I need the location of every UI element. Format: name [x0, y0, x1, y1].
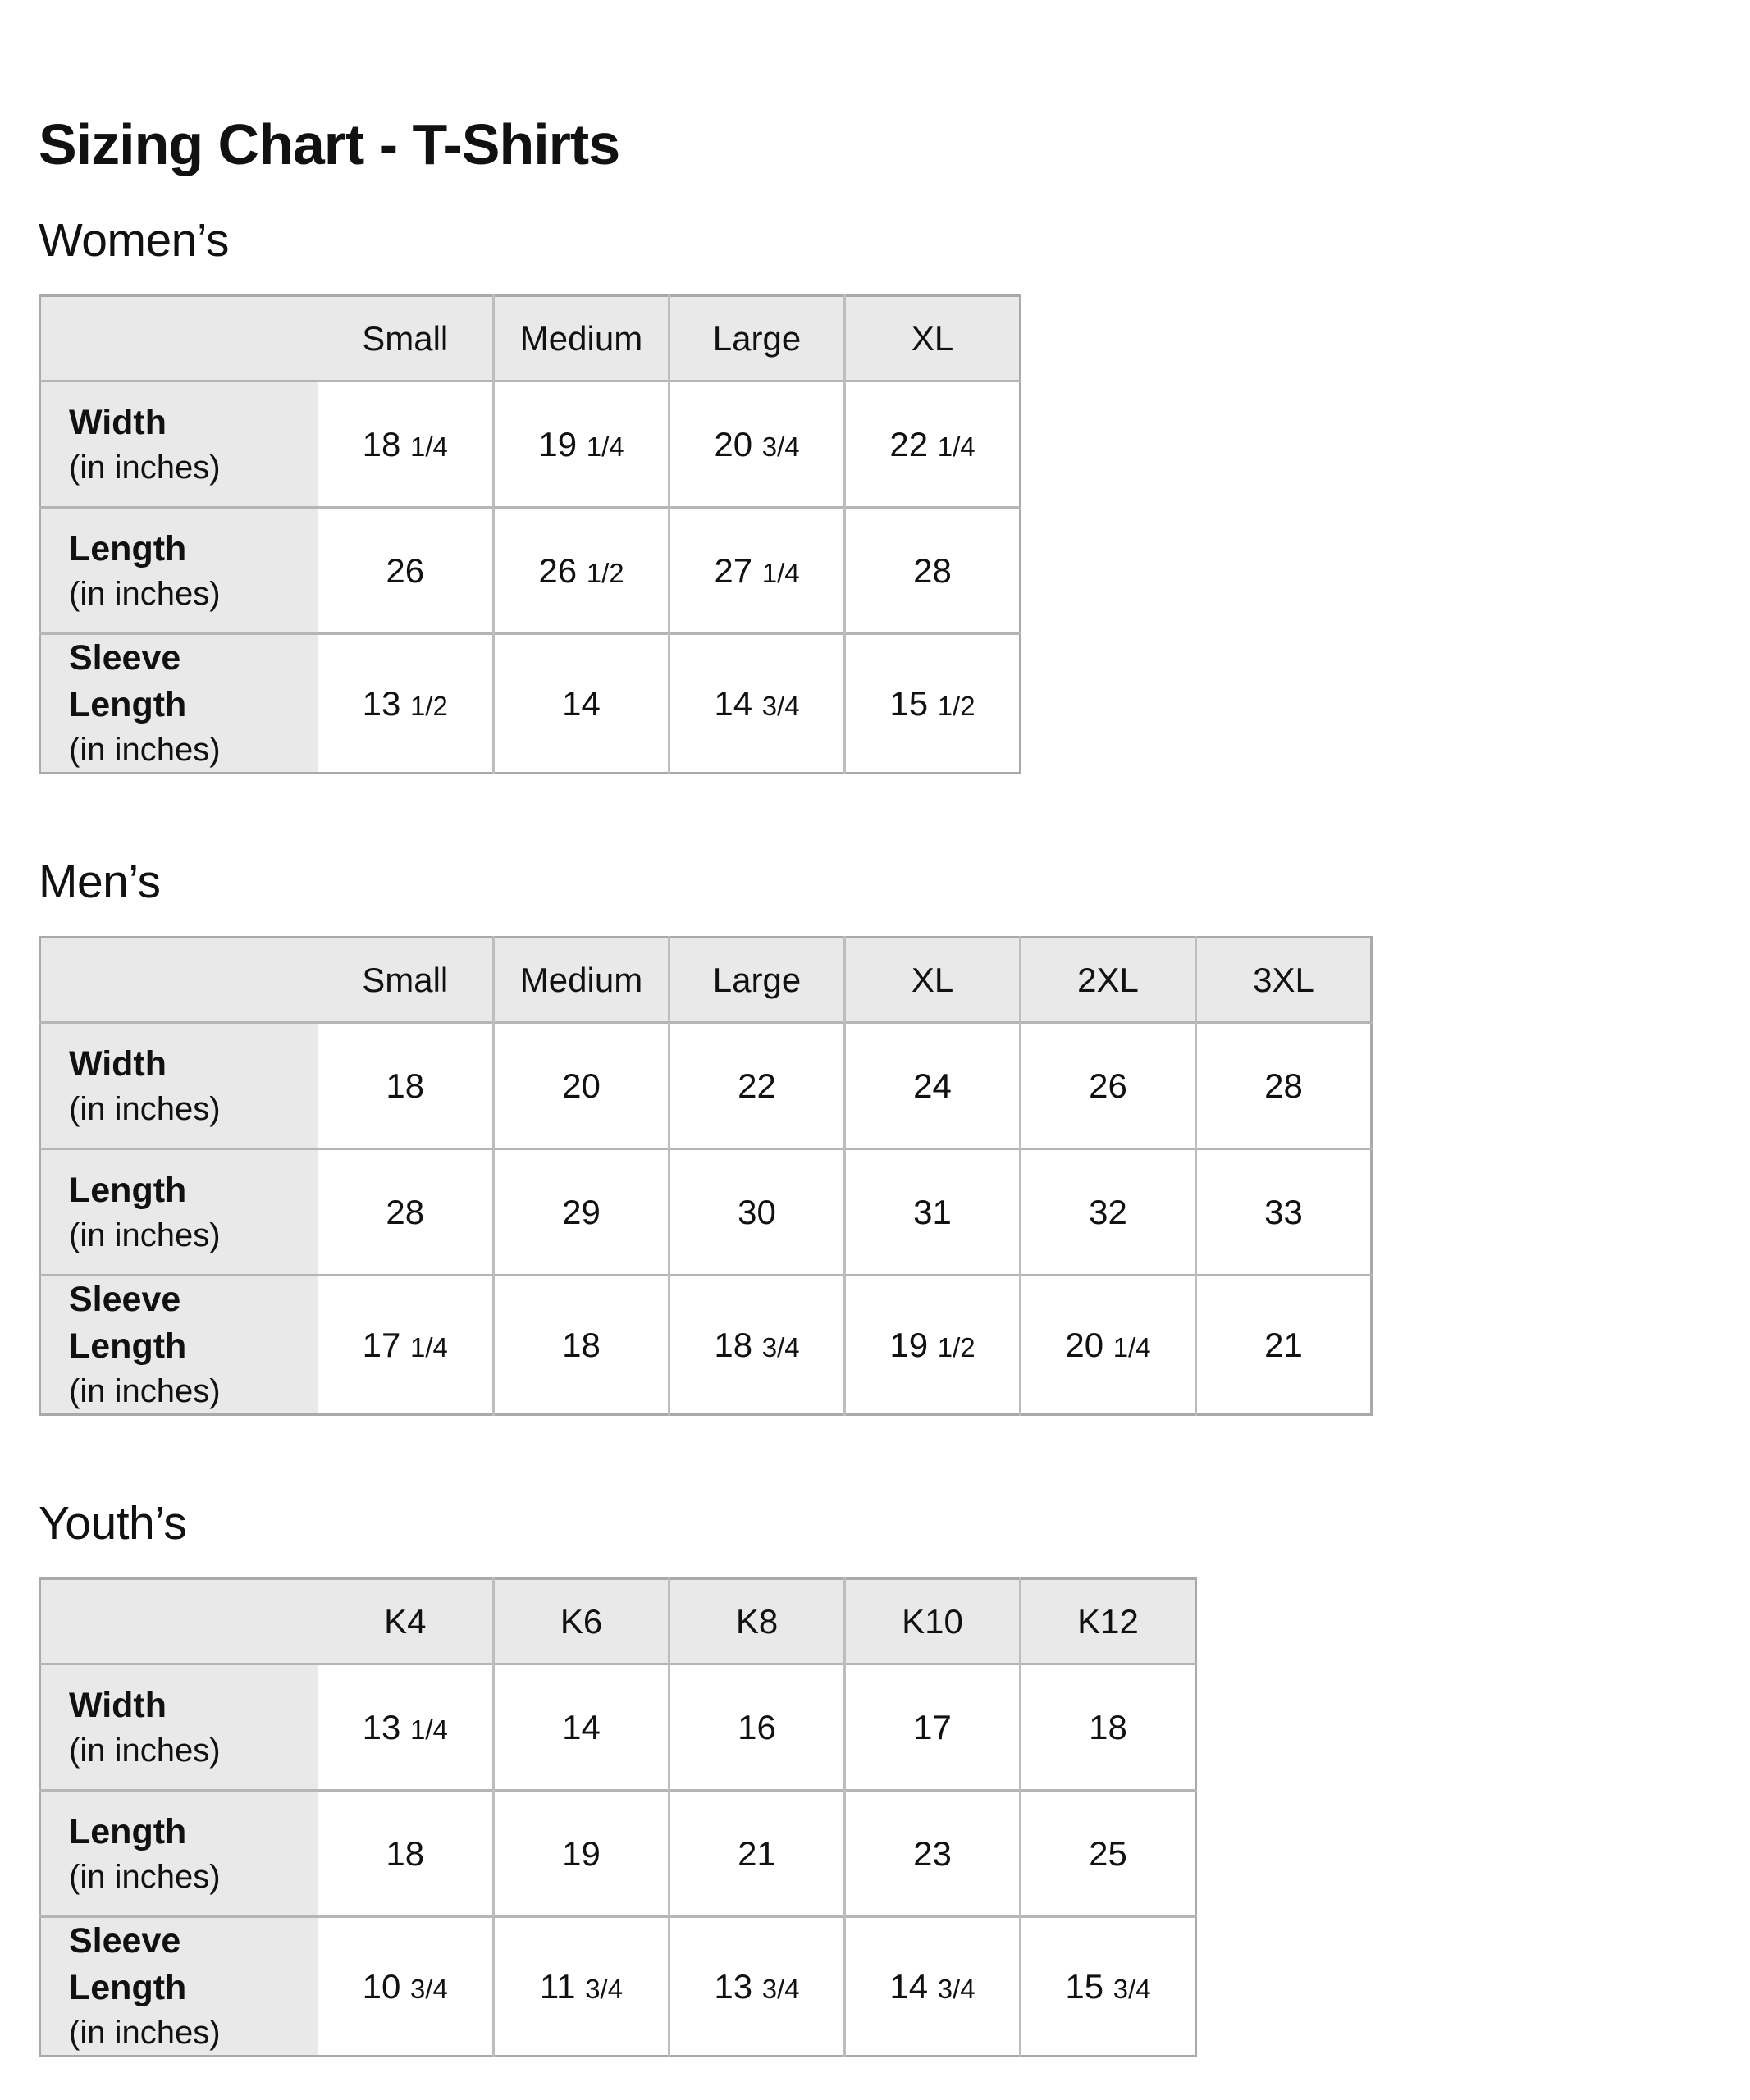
size-header-cell: XL	[845, 938, 1021, 1023]
row-label-cell	[40, 508, 318, 634]
row-label-cell	[40, 1276, 318, 1415]
measurement-unit: (in inches)	[69, 1217, 221, 1253]
fraction-text: 1/4	[410, 1714, 448, 1745]
header-row	[40, 938, 1372, 1023]
sizing-table-womens	[39, 294, 1021, 774]
fraction-text: 3/4	[585, 1973, 624, 2004]
row-label-cell	[40, 1917, 318, 2057]
corner-cell	[40, 1579, 318, 1664]
size-value-cell: 14 3/4	[845, 1917, 1021, 2057]
measurement-row	[40, 634, 1021, 774]
sizing-table-youths	[39, 1577, 1197, 2057]
section-womens	[39, 212, 1717, 774]
size-value-cell: 32	[1021, 1149, 1196, 1276]
fraction-text: 3/4	[761, 1331, 800, 1363]
size-value-cell: 24	[845, 1023, 1021, 1149]
fraction-text: 1/4	[937, 431, 976, 462]
size-value-cell: 29	[494, 1149, 669, 1276]
size-value-cell: 13 1/2	[318, 634, 494, 774]
size-value-cell: 27 1/4	[669, 508, 845, 634]
table-body	[40, 381, 1021, 774]
size-value-cell: 33	[1196, 1149, 1372, 1276]
fraction-text: 1/4	[586, 431, 624, 462]
measurement-unit: (in inches)	[69, 732, 221, 768]
measurement-row	[40, 1023, 1372, 1149]
size-value-cell: 19 1/2	[845, 1276, 1021, 1415]
measurement-unit: (in inches)	[69, 1858, 221, 1895]
size-value-cell: 20 1/4	[1021, 1276, 1196, 1415]
measurement-name: Width	[69, 1685, 167, 1725]
size-value-cell: 18	[318, 1791, 494, 1917]
size-value-cell: 20	[494, 1023, 669, 1149]
size-value-cell: 18	[1021, 1664, 1196, 1791]
measurement-unit: (in inches)	[69, 1732, 221, 1769]
corner-cell	[40, 296, 318, 381]
row-label-cell	[40, 1791, 318, 1917]
size-header-cell: K8	[669, 1579, 845, 1664]
size-value-cell: 28	[318, 1149, 494, 1276]
size-value-cell: 17	[845, 1664, 1021, 1791]
size-value-cell: 15 1/2	[845, 634, 1021, 774]
size-value-cell: 14	[494, 634, 669, 774]
fraction-text: 3/4	[761, 690, 800, 721]
page-title: Sizing Chart - T-Shirts	[39, 112, 620, 176]
size-header-cell: 3XL	[1196, 938, 1372, 1023]
size-value-cell: 19	[494, 1791, 669, 1917]
size-header-cell: Small	[318, 938, 494, 1023]
corner-cell	[40, 938, 318, 1023]
measurement-row	[40, 508, 1021, 634]
table-body	[40, 1023, 1372, 1415]
size-value-cell: 13 3/4	[669, 1917, 845, 2057]
measurement-name: Sleeve Length	[69, 1921, 187, 2007]
section-mens	[39, 853, 1717, 1416]
size-value-cell: 21	[669, 1791, 845, 1917]
size-header-cell: Large	[669, 296, 845, 381]
table-header	[40, 938, 1372, 1023]
size-value-cell: 14	[494, 1664, 669, 1791]
measurement-unit: (in inches)	[69, 1373, 221, 1409]
size-value-cell: 31	[845, 1149, 1021, 1276]
size-header-cell: Small	[318, 296, 494, 381]
measurement-unit: (in inches)	[69, 1090, 221, 1127]
fraction-text: 1/4	[761, 557, 800, 588]
fraction-text: 1/2	[586, 557, 624, 588]
header-row	[40, 1579, 1196, 1664]
fraction-text: 3/4	[761, 1973, 800, 2004]
size-header-cell: K6	[494, 1579, 669, 1664]
fraction-text: 3/4	[937, 1973, 976, 2004]
size-header-cell: Medium	[494, 938, 669, 1023]
size-value-cell: 20 3/4	[669, 381, 845, 508]
measurement-name: Width	[69, 1043, 167, 1084]
fraction-text: 1/2	[410, 690, 448, 721]
size-value-cell: 23	[845, 1791, 1021, 1917]
size-header-cell: K4	[318, 1579, 494, 1664]
section-heading-youths: Youth’s	[39, 1497, 187, 1550]
size-value-cell: 14 3/4	[669, 634, 845, 774]
size-value-cell: 18 1/4	[318, 381, 494, 508]
size-value-cell: 28	[845, 508, 1021, 634]
size-value-cell: 22	[669, 1023, 845, 1149]
row-label-cell	[40, 1149, 318, 1276]
fraction-text: 1/4	[1113, 1331, 1151, 1363]
size-header-cell: K10	[845, 1579, 1021, 1664]
table-body	[40, 1664, 1196, 2057]
fraction-text: 1/4	[410, 1331, 448, 1363]
measurement-name: Width	[69, 402, 167, 442]
size-value-cell: 30	[669, 1149, 845, 1276]
size-header-cell: K12	[1021, 1579, 1196, 1664]
measurement-unit: (in inches)	[69, 2015, 221, 2051]
row-label-cell	[40, 381, 318, 508]
table-header	[40, 1579, 1196, 1664]
size-value-cell: 18 3/4	[669, 1276, 845, 1415]
size-value-cell: 18	[494, 1276, 669, 1415]
section-youths	[39, 1495, 1717, 2057]
fraction-text: 1/4	[410, 431, 448, 462]
measurement-row	[40, 1917, 1196, 2057]
row-label-cell	[40, 1023, 318, 1149]
measurement-unit: (in inches)	[69, 449, 221, 486]
fraction-text: 3/4	[1113, 1973, 1151, 2004]
size-value-cell: 21	[1196, 1276, 1372, 1415]
measurement-name: Length	[69, 1170, 187, 1210]
size-header-cell: Medium	[494, 296, 669, 381]
size-header-cell: XL	[845, 296, 1021, 381]
size-value-cell: 11 3/4	[494, 1917, 669, 2057]
measurement-row	[40, 381, 1021, 508]
size-value-cell: 16	[669, 1664, 845, 1791]
measurement-row	[40, 1664, 1196, 1791]
sizing-sections	[39, 212, 1717, 2057]
size-value-cell: 22 1/4	[845, 381, 1021, 508]
size-value-cell: 19 1/4	[494, 381, 669, 508]
fraction-text: 3/4	[761, 431, 800, 462]
size-value-cell: 25	[1021, 1791, 1196, 1917]
size-value-cell: 28	[1196, 1023, 1372, 1149]
row-label-cell	[40, 1664, 318, 1791]
size-value-cell: 10 3/4	[318, 1917, 494, 2057]
measurement-name: Sleeve Length	[69, 638, 187, 724]
section-heading-mens: Men’s	[39, 856, 161, 908]
size-value-cell: 13 1/4	[318, 1664, 494, 1791]
size-value-cell: 26	[1021, 1023, 1196, 1149]
measurement-name: Sleeve Length	[69, 1280, 187, 1366]
sizing-table-mens	[39, 936, 1373, 1416]
measurement-name: Length	[69, 1811, 187, 1851]
measurement-row	[40, 1149, 1372, 1276]
size-value-cell: 15 3/4	[1021, 1917, 1196, 2057]
size-value-cell: 18	[318, 1023, 494, 1149]
header-row	[40, 296, 1021, 381]
measurement-unit: (in inches)	[69, 575, 221, 612]
fraction-text: 3/4	[410, 1973, 448, 2004]
table-header	[40, 296, 1021, 381]
measurement-name: Length	[69, 528, 187, 568]
size-header-cell: Large	[669, 938, 845, 1023]
fraction-text: 1/2	[937, 1331, 976, 1363]
size-value-cell: 17 1/4	[318, 1276, 494, 1415]
measurement-row	[40, 1276, 1372, 1415]
measurement-row	[40, 1791, 1196, 1917]
size-value-cell: 26	[318, 508, 494, 634]
section-heading-womens: Women’s	[39, 214, 229, 267]
fraction-text: 1/2	[937, 690, 976, 721]
size-header-cell: 2XL	[1021, 938, 1196, 1023]
size-value-cell: 26 1/2	[494, 508, 669, 634]
row-label-cell	[40, 634, 318, 774]
